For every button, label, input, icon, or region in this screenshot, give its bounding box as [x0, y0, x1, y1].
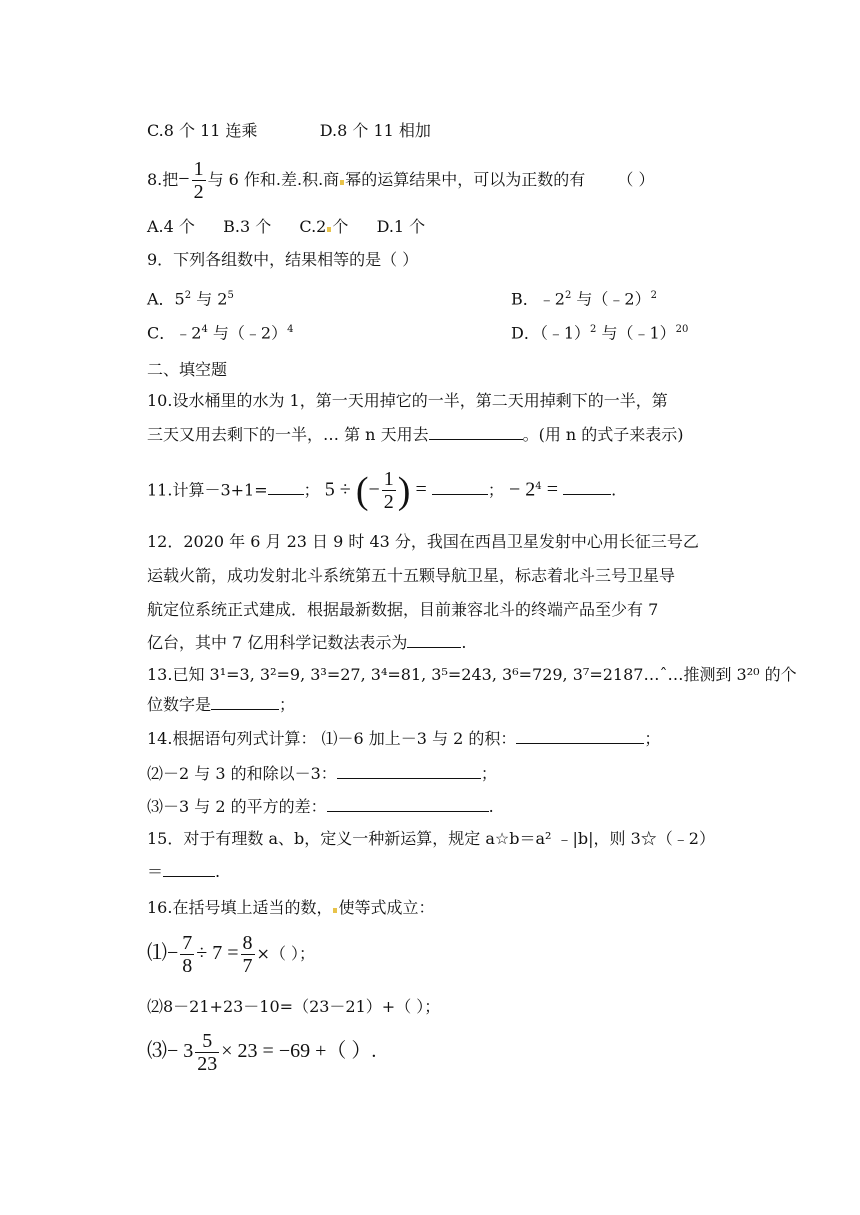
q8-option-b: B.3 个 — [223, 217, 272, 236]
q9-d-exp2: 20 — [675, 324, 689, 335]
q14-line2 — [147, 764, 497, 784]
q9-a-base1: A．5 — [147, 289, 185, 309]
q13-line1: 13.已知 3¹=3, 3²=9, 3³=27, 3⁴=81, 3⁵=243, 3⁶=729, 3⁷=2187…ˆ…推测到 3²⁰ 的个 — [147, 665, 797, 684]
q7-option-d: D.8 个 11 相加 — [319, 121, 431, 140]
q12-line4 — [147, 633, 466, 653]
q11-blank-2[interactable] — [432, 480, 488, 495]
q9-b-base2: 与（﹣2） — [571, 289, 651, 309]
q16-p3-fraction — [195, 1030, 219, 1075]
q16-p1-end: ×（ ）； — [256, 944, 316, 963]
q11-fraction — [382, 468, 396, 513]
q8-fraction — [192, 158, 206, 203]
q8-fraction-den: 2 — [193, 181, 204, 203]
q14-blank-2[interactable] — [337, 764, 481, 779]
q16-stem — [147, 898, 434, 918]
q14-line1 — [147, 729, 660, 749]
q7-option-c: C.8 个 11 连乘 — [147, 121, 258, 140]
q15-line2-text: ＝ — [147, 862, 164, 881]
q7-options — [147, 121, 431, 141]
q16-p1-fraction — [180, 932, 194, 977]
q8-option-c-part1: C.2 — [299, 217, 327, 236]
q16-part1 — [147, 929, 315, 977]
q16-stem-part1: 16.在括号填上适当的数， — [147, 898, 333, 917]
q10-line2-tail: 。(用 n 的式子来表示) — [522, 425, 684, 444]
q12-line2: 运载火箭，成功发射北斗系统第五十五颗导航卫星，标志着北斗三号卫星导 — [147, 566, 676, 585]
q13-answer-blank[interactable] — [211, 695, 279, 710]
q16-p1-label: ⑴− — [147, 942, 179, 964]
q9-c-base2: 与（﹣2） — [207, 323, 288, 343]
highlight-marker — [327, 227, 331, 232]
q11-part-a: 11.计算－3+1= — [147, 480, 268, 500]
q8-prefix: 8.把 — [147, 170, 179, 189]
q16-p3-den: 23 — [197, 1053, 218, 1075]
section-heading: 二、填空题 — [147, 360, 228, 379]
q14-line1-text: 14.根据语句列式计算： ⑴－6 加上－3 与 2 的积： — [147, 729, 517, 748]
q16-p3-label: ⑶− 3 — [147, 1040, 194, 1062]
q12-line4-end: . — [461, 633, 467, 652]
q11-end: . — [611, 480, 617, 500]
q9-c-exp1: 4 — [201, 324, 208, 335]
q8-sign: − — [178, 168, 190, 190]
q16-p1-num2: 8 — [242, 932, 253, 954]
q10-line2-text: 三天又用去剩下的一半，… 第 n 天用去 — [147, 425, 429, 444]
q11-fraction-den: 2 — [383, 491, 394, 514]
q11-sep-1: ； — [303, 480, 320, 500]
q12-line4-text: 亿台，其中 7 亿用科学记数法表示为 — [147, 633, 408, 652]
q9-c-base1: C．﹣2 — [147, 323, 202, 343]
q16-p1-fraction-2 — [241, 932, 255, 977]
q9-a-exp1: 2 — [184, 290, 192, 301]
q14-line3-end: . — [488, 797, 494, 816]
q11-sep-2: ； — [487, 480, 504, 500]
q16-p3-end: × 23 = −69 +（ ）. — [221, 1040, 377, 1062]
q9-b-exp2: 2 — [650, 290, 657, 301]
q16-stem-part2: 使等式成立： — [338, 898, 435, 917]
q11-divide: 5 ÷ — [324, 478, 351, 501]
q11-blank-3[interactable] — [563, 480, 611, 495]
q9-option-b — [511, 286, 657, 309]
q14-line3-text: ⑶－3 与 2 的平方的差： — [147, 797, 327, 816]
q15-line2-end: . — [215, 862, 221, 881]
q14-line3 — [147, 797, 494, 817]
q11-line — [147, 465, 617, 514]
q9-stem: 9．下列各组数中，结果相等的是（ ） — [147, 250, 419, 269]
q11-sign: − — [368, 478, 380, 501]
q12-answer-blank[interactable] — [407, 633, 461, 648]
q9-a-exp2: 5 — [227, 290, 234, 301]
left-paren: ( — [355, 469, 369, 512]
highlight-marker — [340, 180, 344, 185]
q16-p1-mid: ÷ 7 = — [196, 942, 239, 964]
q13-line2-end: ； — [279, 695, 296, 714]
q14-blank-1[interactable] — [516, 729, 644, 744]
q15-answer-blank[interactable] — [163, 862, 215, 877]
q11-equals: = — [415, 478, 427, 501]
q14-line2-text: ⑵－2 与 3 的和除以－3： — [147, 764, 337, 783]
q16-part2: ⑵8－21+23－10=（23－21）+（ ）； — [147, 997, 441, 1016]
q10-line1: 10.设水桶里的水为 1，第一天用掉它的一半，第二天用掉剩下的一半，第 — [147, 391, 668, 410]
q8-answer-paren: （ ） — [617, 170, 655, 189]
q8-option-c — [299, 217, 348, 236]
q14-blank-3[interactable] — [327, 797, 489, 812]
q11-equals-2: = — [546, 478, 559, 501]
q10-line2 — [147, 425, 684, 445]
q13-line2 — [147, 695, 295, 715]
q16-p1-den2: 7 — [242, 955, 253, 977]
q14-line1-end: ； — [644, 729, 661, 748]
q8-stem — [147, 158, 654, 203]
q9-option-c — [147, 320, 293, 343]
highlight-marker — [333, 908, 337, 913]
right-paren: ) — [397, 469, 411, 512]
q9-option-a — [147, 286, 234, 309]
q8-option-d: D.1 个 — [376, 217, 426, 236]
q12-line3: 航定位系统正式建成．根据最新数据，目前兼容北斗的终端产品至少有 7 — [147, 600, 659, 619]
q9-b-exp1: 2 — [564, 290, 572, 301]
q8-options — [147, 217, 425, 237]
q13-line2-text: 位数字是 — [147, 695, 212, 714]
q9-option-d — [511, 320, 688, 343]
q16-p1-den: 8 — [182, 955, 193, 977]
q11-power-base: − 2 — [508, 478, 536, 501]
q16-part3 — [147, 1027, 376, 1075]
q15-line2 — [147, 862, 220, 882]
q11-blank-1[interactable] — [268, 480, 304, 495]
q16-p3-num: 5 — [195, 1030, 219, 1053]
q9-d-base2: 与（﹣1） — [596, 323, 676, 343]
q10-answer-blank[interactable] — [429, 425, 523, 440]
q12-line1: 12．2020 年 6 月 23 日 9 时 43 分，我国在西昌卫星发射中心用长征三号乙 — [147, 532, 699, 551]
q11-power-exp: 4 — [535, 481, 542, 492]
q9-b-base1: B．﹣2 — [511, 289, 565, 309]
q9-a-base2: 与 2 — [191, 289, 228, 309]
q16-p1-num: 7 — [182, 932, 193, 954]
q8-rest: 幂的运算结果中，可以为正数的有 — [345, 170, 586, 189]
q9-c-exp2: 4 — [287, 324, 294, 335]
q15-line1: 15．对于有理数 a、b，定义一种新运算，规定 a☆b＝a² ﹣|b|，则 3☆（﹣2） — [147, 829, 715, 848]
q8-mid: 与 6 作和.差.积.商 — [207, 170, 340, 189]
q9-d-base1: D．（﹣1） — [511, 323, 591, 343]
q8-fraction-num: 1 — [193, 158, 204, 180]
q9-d-exp1: 2 — [590, 324, 597, 335]
q8-option-a: A.4 个 — [147, 217, 195, 236]
q8-option-c-part2: 个 — [332, 217, 349, 236]
q14-line2-end: ； — [480, 764, 497, 783]
q11-fraction-num: 1 — [383, 468, 394, 491]
